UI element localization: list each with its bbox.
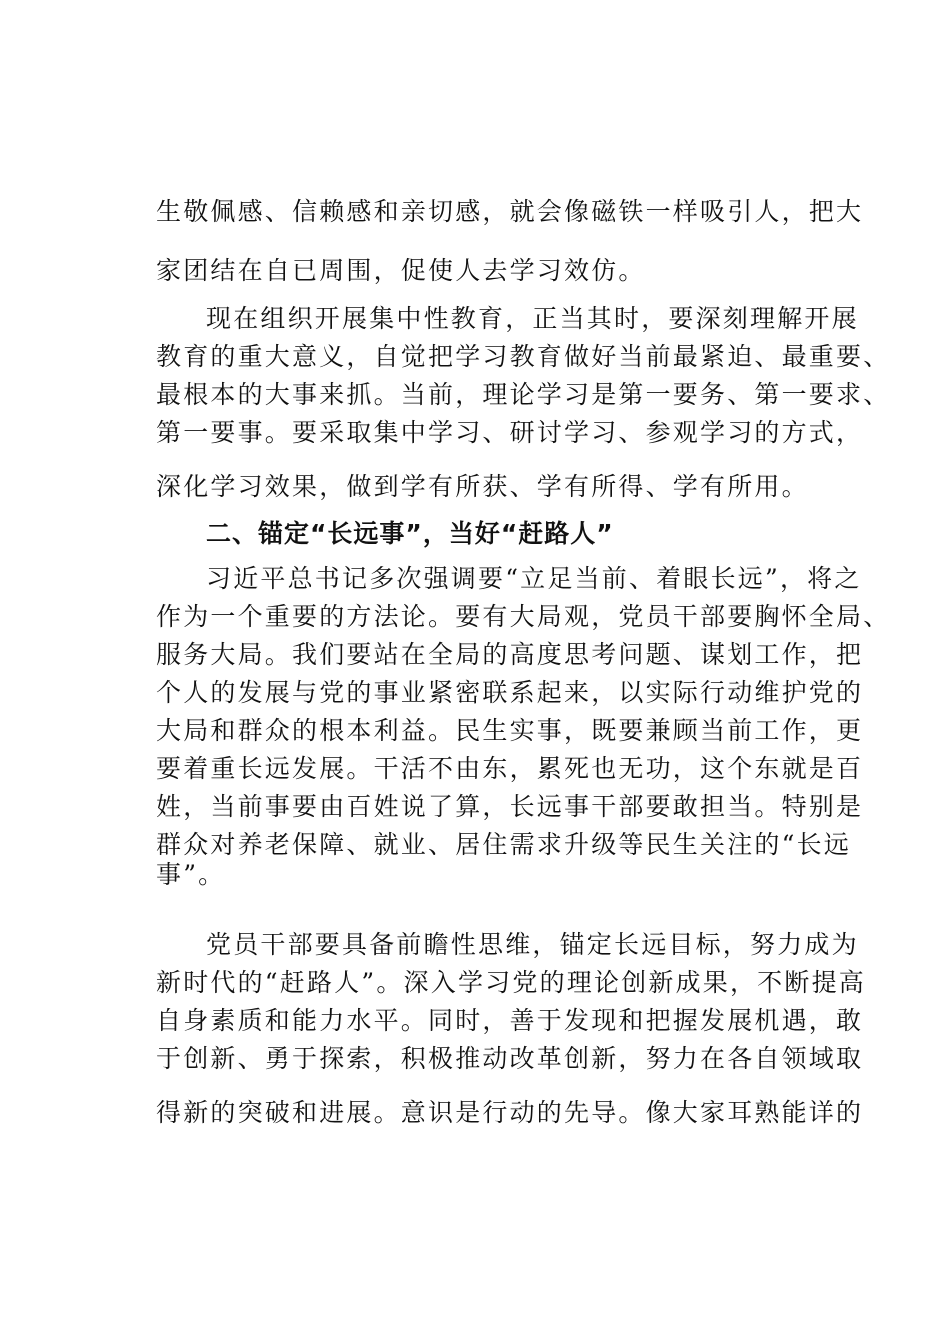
paragraph-line: 教育的重大意义，自觉把学习教育做好当前最紧迫、最重要、 xyxy=(156,342,891,371)
paragraph-line: 家团结在自已周围，促使人去学习效仿。 xyxy=(156,256,646,285)
paragraph-line: 深化学习效果，做到学有所获、学有所得、学有所用。 xyxy=(156,472,809,501)
paragraph-line: 大局和群众的根本利益。民生实事，既要兼顾当前工作，更 xyxy=(156,716,864,745)
paragraph-line: 第一要事。要采取集中学习、研讨学习、参观学习的方式， xyxy=(156,418,864,447)
paragraph-line: 于创新、勇于探索，积极推动改革创新，努力在各自领域取 xyxy=(156,1044,864,1073)
paragraph-line: 个人的发展与党的事业紧密联系起来，以实际行动维护党的 xyxy=(156,678,864,707)
paragraph-line: 得新的突破和进展。意识是行动的先导。像大家耳熟能详的 xyxy=(156,1098,864,1127)
paragraph-line: 习近平总书记多次强调要“立足当前、着眼长远”，将之 xyxy=(206,564,862,593)
paragraph-line: 自身素质和能力水平。同时，善于发现和把握发展机遇，敢 xyxy=(156,1006,864,1035)
paragraph-line: 群众对养老保障、就业、居住需求升级等民生关注的“长远 xyxy=(156,830,851,859)
paragraph-line: 服务大局。我们要站在全局的高度思考问题、谋划工作，把 xyxy=(156,640,864,669)
paragraph-line: 要着重长远发展。干活不由东，累死也无功，这个东就是百 xyxy=(156,754,864,783)
paragraph-line: 生敬佩感、信赖感和亲切感，就会像磁铁一样吸引人，把大 xyxy=(156,197,864,226)
paragraph-line: 新时代的“赶路人”。深入学习党的理论创新成果，不断提高 xyxy=(156,968,866,997)
paragraph-line: 姓，当前事要由百姓说了算，长远事干部要敢担当。特别是 xyxy=(156,792,864,821)
paragraph-line: 作为一个重要的方法论。要有大局观，党员干部要胸怀全局、 xyxy=(156,602,891,631)
paragraph-line: 现在组织开展集中性教育，正当其时，要深刻理解开展 xyxy=(206,304,859,333)
paragraph-line: 事”。 xyxy=(156,860,226,889)
paragraph-line: 党员干部要具备前瞻性思维，锚定长远目标，努力成为 xyxy=(206,930,859,959)
paragraph-line: 最根本的大事来抓。当前，理论学习是第一要务、第一要求、 xyxy=(156,380,891,409)
section-heading: 二、锚定“长远事”，当好“赶路人” xyxy=(206,519,614,548)
